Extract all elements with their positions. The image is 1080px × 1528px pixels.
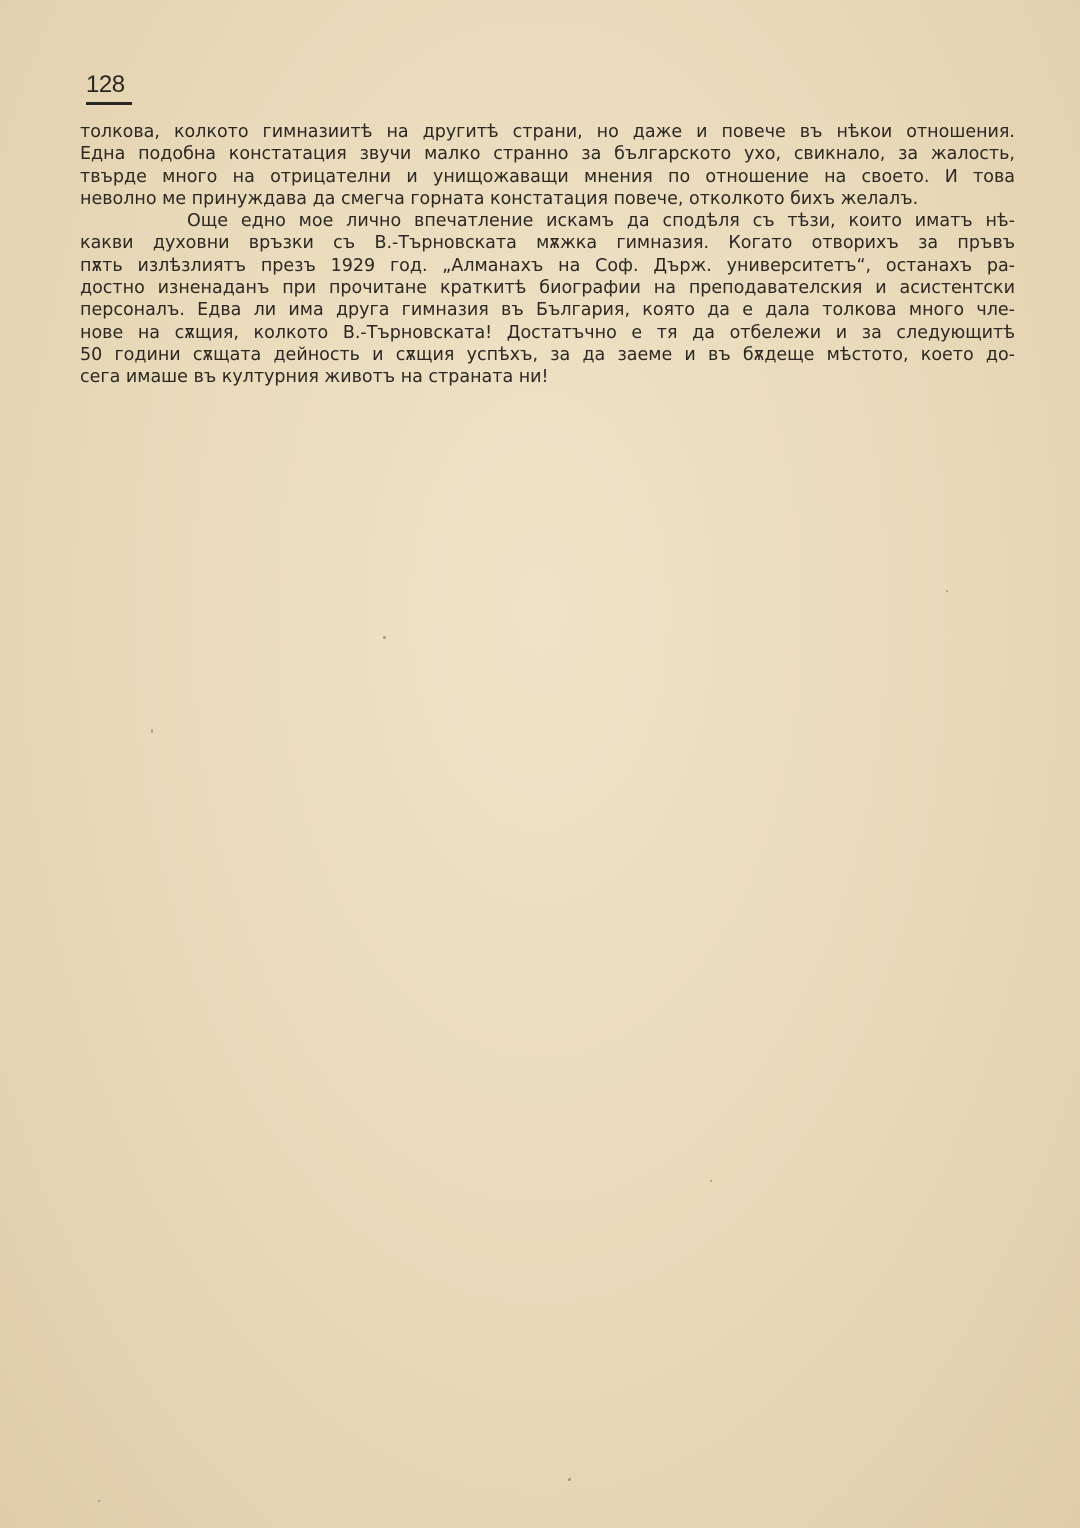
text-line: толкова, колкото гимназиитѣ на другитѣ страни, но даже и повече въ нѣкои отношения. [80,122,1015,142]
paragraph-first-line: Още едно мое лично впечатление искамъ да сподѣля съ тѣзи, които иматъ нѣ- [187,211,1015,232]
paragraph-last-line: сега имаше въ културния животъ на страната ни! [80,367,549,388]
text-line: Една подобна констатация звучи малко странно за българското ухо, свикнало, за жалость, [80,144,1015,165]
text-line: 50 години сѫщата дейность и сѫщия успѣхъ, за да заеме и въ бѫдеще мѣстото, което до- [80,344,1015,365]
text-line: неволно ме принуждава да смегча горната констатация повече, отколкото бихъ желалъ. [80,188,919,209]
page-number: 128 [86,70,132,105]
text-line: пѫть излѣзлиятъ презъ 1929 год. „Алманахъ на Соф. Държ. университетъ“, останахъ ра- [80,255,1015,276]
text-line: достно изненаданъ при прочитане краткитѣ биографии на преподавателския и асистентски [80,278,1015,299]
paper-speck [383,636,386,639]
paper-speck [946,590,948,592]
page-text-body [80,121,1015,389]
text-line: персоналъ. Едва ли има друга гимназия въ България, която да е дала толкова много чле- [80,300,1015,321]
paper-speck [568,1478,571,1481]
text-line: нове на сѫщия, колкото В.-Търновската! Достатъчно е тя да отбележи и за следующитѣ [80,322,1015,343]
paper-speck [710,1180,712,1182]
paper-speck [98,1500,100,1502]
text-line: твърде много на отрицателни и унищожаващи мнения по отношение на своето. И това [80,166,1015,187]
text-line: какви духовни връзки съ В.-Търновската мѫжка гимназия. Когато отворихъ за пръвъ [80,233,1015,254]
paper-speck [151,729,153,733]
